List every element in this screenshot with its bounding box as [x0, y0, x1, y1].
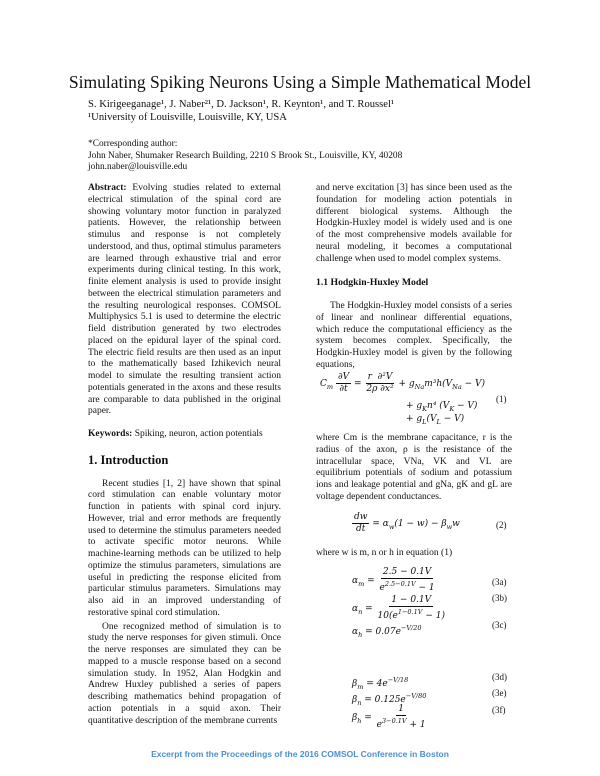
left-column: [88, 183, 281, 727]
corresponding-email: john.naber@louisville.edu: [88, 162, 188, 173]
equation-3c: $\alpha_h = 0.07e^{-V/20}$: [352, 624, 422, 639]
equation-3d: $\beta_m = 4e^{-V/18}$: [352, 676, 409, 691]
proceedings-footer: Excerpt from the Proceedings of the 2016 COMSOL Conference in Boston: [151, 749, 449, 759]
intro-heading: 1. Introduction: [88, 452, 169, 467]
equation-3e-number: (3e): [492, 688, 507, 698]
author-list: S. Kirigeeganage¹, J. Naber²¹, D. Jackson¹, R. Keynton¹, and T. Roussel¹: [88, 99, 395, 110]
equation-3b-number: (3b): [492, 593, 507, 603]
corresponding-label: *Corresponding author:: [88, 139, 178, 149]
equation-3a: $\alpha_m$ = $\frac{2.5 - 0.1V}{e^{2.5-0.1V} - 1}$: [352, 567, 435, 593]
equation-3f-number: (3f): [492, 705, 506, 715]
hh-paragraph-1: The Hodgkin-Huxley model consists of a series of linear and nonlinear differential equations, which reduce the computational efficiency as the system becomes complex. Specifically, the Hodgkin-Huxley model is given by the following equations,: [316, 301, 512, 370]
right-column: [316, 183, 512, 372]
equation-2-number: (2): [496, 520, 507, 530]
keywords: [88, 429, 281, 441]
intro-paragraph-1: Recent studies [1, 2] have shown that spinal cord stimulation can enable voluntary motor function in patients with spinal cord injury. However, trial and error methods are frequently used to determine the stimulus parameters needed to activate specific motor neurons. While machine-learning methods can be utilized to help optimize the stimulus parameters, simulations are useful in predicting the response elicited from particular stimulus parameters. Simulations may also aid in an improved understanding of restorative spinal cord stimulation.: [88, 478, 281, 618]
equation-1-line-3: + $g_L(V_L - V)$: [406, 414, 465, 426]
equation-1-line-2: + $g_Kn^4$ $(V_K - V)$: [406, 401, 478, 413]
equation-3c-number: (3c): [492, 620, 507, 630]
corresponding-address: John Naber, Shumaker Research Building, 2210 S Brook St., Louisville, KY, 40208: [88, 150, 403, 161]
equation-2: $\frac{dw}{dt}$ = $\alpha_w(1 - w) - \beta_ww$: [354, 512, 460, 534]
equation-1-number: (1): [496, 394, 507, 404]
hh-where-2: where w is m, n or h in equation (1): [316, 548, 453, 558]
corresponding-author-block: [88, 139, 402, 174]
keywords-text: Spiking, neuron, action potentials: [134, 429, 263, 439]
equation-3b: $\alpha_n$ = $\frac{1 - 0.1V}{10(e^{1-0.1V} - 1)}$: [352, 595, 445, 621]
keywords-label: Keywords:: [88, 429, 133, 439]
hh-where-1: where Cm is the membrane capacitance, r is the radius of the axon, ρ is the resistance of the intracellular space, VNa, VK and VL are equilibrium potentials of sodium and potassium ions and leakage potential and gNa, gK and gL are voltage dependent conductances.: [316, 433, 512, 502]
hh-heading: 1.1 Hodgkin-Huxley Model: [316, 277, 429, 289]
equation-3a-number: (3a): [492, 577, 507, 587]
equation-3d-number: (3d): [492, 672, 507, 682]
equation-1: $C_m$ $\frac{\partial V}{\partial t}$ = $\frac{\text{r ∂²V}}{\text{2ρ ∂x²}}$ + $g_{Na}m^3h(V_{Na} - V)$: [320, 372, 486, 394]
intro-paragraph-2: One recognized method of simulation is to study the nerve responses for given stimuli. Once the nerve responses are simulated they can be mapped to a muscle response based on a second simulation study. In 1952, Alan Hodgkin and Andrew Huxley published a series of papers describing mathematics behind propagation of action potentials in a squid axon. Their quantitative description of the membrane currents: [88, 621, 281, 726]
abstract-label: Abstract:: [88, 183, 127, 193]
abstract-text: Evolving studies related to external electrical stimulation of the spinal cord are showing voluntary motor function in paralyzed patients. However, the relationship between stimulus and response is not completely understood, and thus, optimal stimulus parameters are learned through exhaustive trial and error experiments during clinical testing. In this work, finite element analysis is used to provide insight between the electrical stimulation parameters and the resulting neurological responses. COMSOL Multiphysics 5.1 is used to determine the electric field distribution generated by two electrodes placed on the epidural layer of the spinal cord. The electric field results are then used as an input to the mathematically based Izhikevich neural model to simulate the resulting transient action potentials generated in the axons and these results are comparable to data published in the original paper.: [88, 183, 282, 417]
equation-3e: $\beta_n = 0.125e^{-V/80}$: [352, 692, 427, 707]
equation-3f: $\beta_h$ = $\frac{1}{e^{3-0.1V} + 1}$: [352, 704, 426, 730]
paper-title: Simulating Spiking Neurons Using a Simple Mathematical Model: [68, 72, 532, 92]
affiliation: ¹University of Louisville, Louisville, KY, USA: [88, 112, 287, 123]
intro-paragraph-3: and nerve excitation [3] has since been used as the foundation for modeling action potentials in different biological systems. Although the Hodgkin-Huxley model is widely used and is one of the most comprehensive models available for neural modeling, it becomes a computational challenge when used to model complex systems.: [316, 183, 512, 264]
abstract: [88, 183, 281, 418]
